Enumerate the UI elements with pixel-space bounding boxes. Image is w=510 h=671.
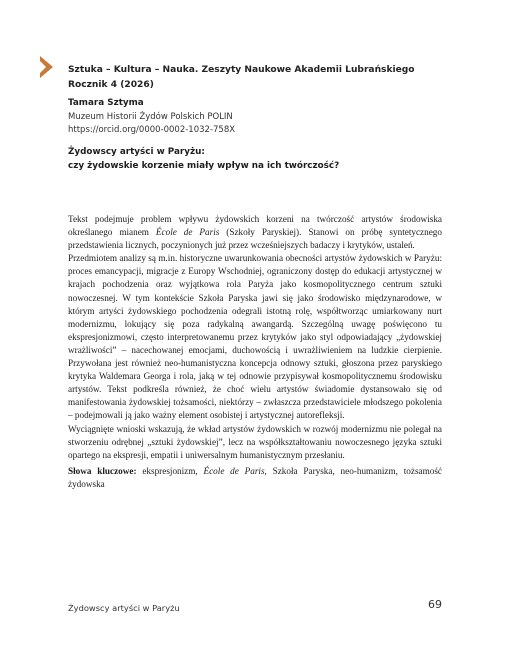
article-title [68,145,468,173]
abstract-paragraph-1 [68,213,442,252]
abstract-text: (Szkoły Paryskiej). Stanowi on próbę syntetycznego przedstawienia licznych, poczynionych już przez wcześniejszych badaczy i krytyków, ustaleń. [68,227,442,251]
keywords-label: Słowa kluczowe: [68,465,137,476]
abstract-paragraph-3: Wyciągnięte wnioski wskazują, że wkład artystów żydowskich w rozwój modernizmu nie polegał na stworzeniu odrębnej „sztuki żydowskiej”, lecz na współkształtowaniu nowoczesnego języka sztuki opartego na ekspresji, empatii i uniwersalnym humanistycznym przesłaniu. [68,423,442,460]
abstract-paragraph-2: Przedmiotem analizy są m.in. historyczne uwarunkowania obecności artystów żydowskich w Paryżu: proces emancypacji, migracje z Europy Wschodniej, ograniczony dostęp do edukacji artystycznej w krajach pochodzenia oraz wyjątkowa rola Paryża jako kosmopolitycznego centrum sztuki nowoczesnej. W tym kontekście Szkoła Paryska jawi się jako środowisko międzynarodowe, w którym artyści żydowskiego pochodzenia odegrali istotną rolę, współtworząc umiarkowany nurt modernizmu, lokujący się poza radykalną awangardą. Szczególną uwagę poświęcono tu ekspresjonizmowi, często interpretowanemu przez krytyków jako styl odpowiadający „żydowskiej wrażliwości” – nacechowanej emocjami, duchowością i uwrażliwieniem na ludzkie cierpienie. Przywołana jest również neo-humanistyczna koncepcja odnowy sztuki, głoszona przez paryskiego krytyka Waldemara Georga i rola, jaką w tej odnowie przypisywał kosmopolitycznemu środowisku artystów. Tekst podkreśla również, że choć wielu artystów świadomie dystansowało się od manifestowania żydowskiej tożsamości, niektórzy – zwłaszcza przedstawiciele młodszego pokolenia – podejmowali ją jako ważny element osobistej i artystycznej autorefleksji. [68,253,442,421]
author-name: Tamara Sztyma [68,98,144,108]
keywords-text: ekspresjonizm, [136,465,204,476]
article-title-line-1: Żydowscy artyści w Paryżu: [68,147,205,157]
article-title-line-2: czy żydowskie korzenie miały wpływ na ich twórczość? [68,161,340,171]
page-number: 69 [428,598,442,611]
abstract-italic-term: École de Paris [155,227,220,238]
running-title: Żydowscy artyści w Paryżu [68,603,180,613]
journal-volume: Rocznik 4 (2026) [68,80,154,90]
author-affiliation-block [68,111,235,137]
abstract-text: Tekst podejmuje problem wpływu żydowskich korzeni na twórczość artystów środowiska określanego mianem [68,214,442,238]
keywords-italic-term: École de Paris [203,465,265,476]
abstract [68,213,442,491]
section-marker-icon [40,56,53,78]
author-affiliation: Muzeum Historii Żydów Polskich POLIN [68,112,233,122]
author-orcid: https://orcid.org/0000-0002-1032-758X [68,125,236,135]
journal-name: Sztuka – Kultura – Nauka. Zeszyty Naukowe Akademii Lubrańskiego [68,65,415,75]
keywords-text: , Szkoła Paryska, neo-humanizm, tożsamość żydowska [68,465,442,489]
journal-header [68,63,448,93]
keywords [68,465,442,491]
